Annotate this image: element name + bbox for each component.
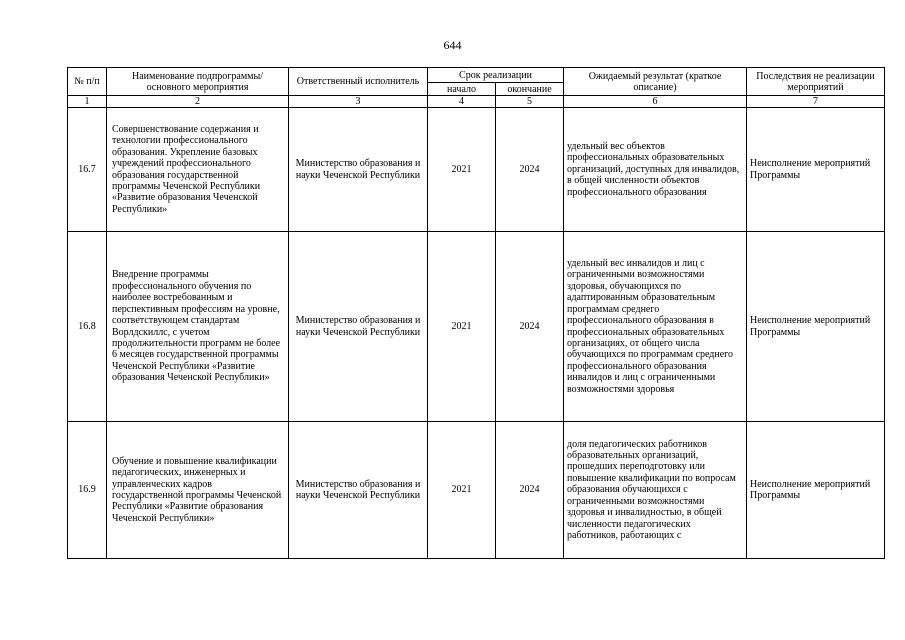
row-name: Совершенствование содержания и технологии профессионального образования. Укрепление базовых учреждений профессионального образования государственной программы Чеченской Республики «Развитие образования Чеченской Республики» xyxy=(107,108,289,232)
header-consequences: Последствия не реализации мероприятий xyxy=(747,68,885,96)
row-start: 2021 xyxy=(428,422,496,559)
col-number-3: 3 xyxy=(289,96,428,108)
row-start: 2021 xyxy=(428,232,496,422)
row-executor: Министерство образования и науки Чеченской Республики xyxy=(289,232,428,422)
row-result: удельный вес объектов профессиональных образовательных организаций, доступных для инвалидов, в общей численности объектов профессионального образования xyxy=(564,108,747,232)
table-row xyxy=(68,232,885,422)
header-result: Ожидаемый результат (краткое описание) xyxy=(564,68,747,96)
header-end: окончание xyxy=(496,83,564,96)
header-executor: Ответственный исполнитель xyxy=(289,68,428,96)
row-end: 2024 xyxy=(496,108,564,232)
col-number-5: 5 xyxy=(496,96,564,108)
col-number-2: 2 xyxy=(107,96,289,108)
row-result: удельный вес инвалидов и лиц с ограниченными возможностями здоровья, обучающихся по адаптированным образовательным программам среднего профессионального образования в профессиональных образовательных организациях, от общего числа обучающихся по программам среднего профессионального образования инвалидов и лиц с ограниченными возможностями здоровья xyxy=(564,232,747,422)
table-row xyxy=(68,422,885,559)
header-term: Срок реализации xyxy=(428,68,564,83)
col-number-1: 1 xyxy=(68,96,107,108)
row-executor: Министерство образования и науки Чеченской Республики xyxy=(289,108,428,232)
row-consequences: Неисполнение мероприятий Программы xyxy=(747,108,885,232)
row-name: Внедрение программы профессионального обучения по наиболее востребованным и перспективным профессиям на уровне, соответствующем стандартам Ворлдскиллс, с учетом продолжительности программ не более 6 месяцев государственной программы Чеченской Республики «Развитие образования Чеченской Республики» xyxy=(107,232,289,422)
row-result: доля педагогических работников образовательных организаций, прошедших переподготовку или повышение квалификации по вопросам образования обучающихся с ограниченными возможностями здоровья и инвалидностью, в общей численности педагогических работников, работающих с xyxy=(564,422,747,559)
row-end: 2024 xyxy=(496,232,564,422)
row-executor: Министерство образования и науки Чеченской Республики xyxy=(289,422,428,559)
row-consequences: Неисполнение мероприятий Программы xyxy=(747,422,885,559)
row-start: 2021 xyxy=(428,108,496,232)
col-number-4: 4 xyxy=(428,96,496,108)
table-row xyxy=(68,108,885,232)
row-num: 16.9 xyxy=(68,422,107,559)
row-num: 16.7 xyxy=(68,108,107,232)
row-name: Обучение и повышение квалификации педагогических, инженерных и управленческих кадров государственной программы Чеченской Республики «Развитие образования Чеченской Республики» xyxy=(107,422,289,559)
header-start: начало xyxy=(428,83,496,96)
header-name: Наименование подпрограммы/ основного мероприятия xyxy=(107,68,289,96)
col-number-7: 7 xyxy=(747,96,885,108)
page-number: 644 xyxy=(443,38,462,52)
row-consequences: Неисполнение мероприятий Программы xyxy=(747,232,885,422)
row-num: 16.8 xyxy=(68,232,107,422)
col-number-6: 6 xyxy=(564,96,747,108)
program-table xyxy=(67,67,885,559)
row-end: 2024 xyxy=(496,422,564,559)
header-num: № п/п xyxy=(68,68,107,96)
